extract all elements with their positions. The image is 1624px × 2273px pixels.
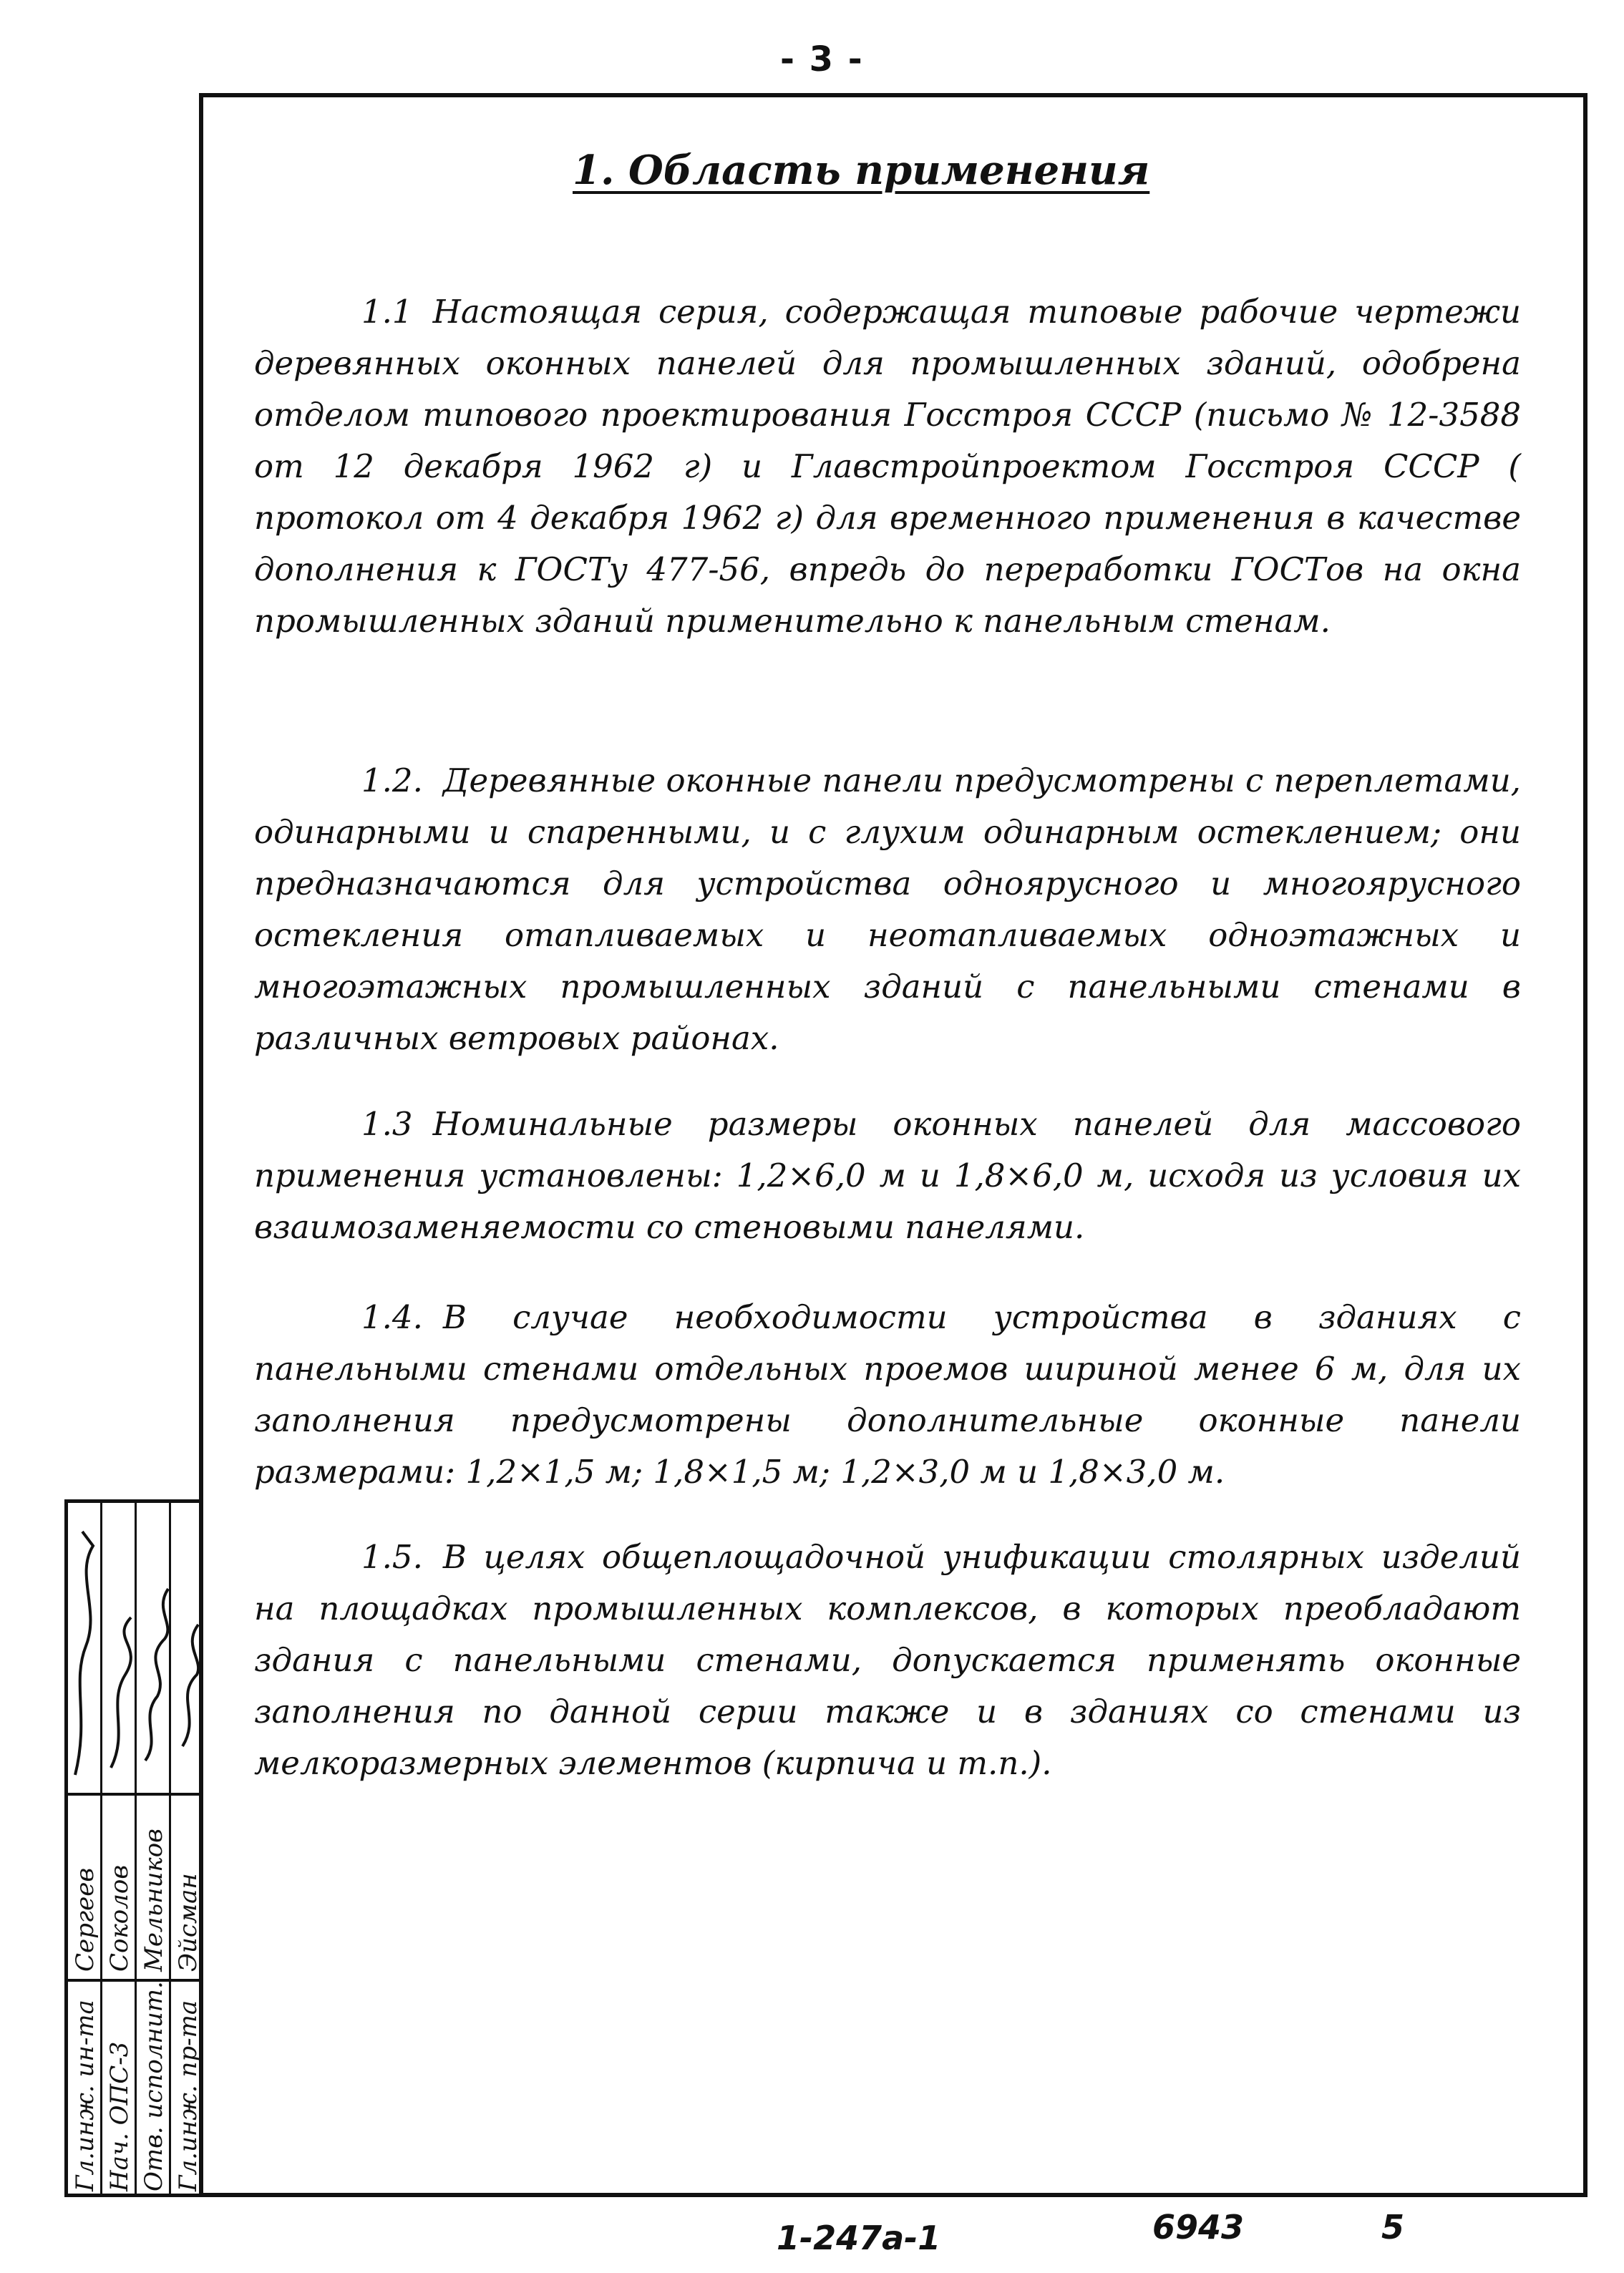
paragraph-number: 1.3 xyxy=(361,1105,413,1143)
paragraph-text: В случае необходимости устройства в зданиях с панельными стенами отдельных проемов шириной менее 6 м, для их заполнения предусмотрены дополнительные оконные панели размерами: 1,2×1,5 м; 1,8×1,5 м; 1,2×3,0 м и 1,8×3,0 м. xyxy=(254,1298,1521,1491)
paragraph-text: Настоящая серия, содержащая типовые рабочие чертежи деревянных оконных панелей для промышленных зданий, одобрена отделом типового проектирования Госстроя СССР (письмо № 12-3588 от 12 декабря 1962 г) и Главстройпроектом Госстроя СССР ( протокол от 4 декабря 1962 г) для временного применения в качестве дополнения к ГОСТу 477-56, впредь до переработки ГОСТов на окна промышленных зданий применительно к панельным стенам. xyxy=(254,293,1521,640)
stamp-name: Соколов xyxy=(105,1864,134,1972)
paragraph-number: 1.1 xyxy=(361,293,413,331)
stamp-name: Сергеев xyxy=(71,1867,99,1972)
page-index: 5 xyxy=(1381,2208,1405,2247)
stamp-position: Отв. исполнит. xyxy=(140,1981,168,2191)
approval-stamp xyxy=(64,1499,203,2197)
paragraph-1-1 xyxy=(254,286,1521,647)
signatures xyxy=(68,1503,204,1789)
paragraph-1-2 xyxy=(254,755,1521,1064)
paragraph-number: 1.2. xyxy=(361,761,423,799)
series-code: 1-247а-1 xyxy=(777,2219,941,2257)
section-title: 1. Область применения xyxy=(573,147,1150,194)
page-number: - 3 - xyxy=(780,39,864,79)
stamp-position: Гл.инж. ин-та xyxy=(71,2000,99,2191)
stamp-position: Гл.инж. пр-та xyxy=(174,2000,203,2191)
paragraph-1-4 xyxy=(254,1292,1521,1498)
paragraph-text: Номинальные размеры оконных панелей для массового применения установлены: 1,2×6,0 м и 1,8×6,0 м, исходя из условия их взаимозаменяемости со стеновыми панелями. xyxy=(254,1105,1521,1246)
paragraph-1-5 xyxy=(254,1532,1521,1789)
paragraph-1-3 xyxy=(254,1099,1521,1253)
sheet-number: 6943 xyxy=(1152,2208,1245,2247)
stamp-position: Нач. ОПС-3 xyxy=(105,2041,134,2191)
stamp-name: Эйсман xyxy=(174,1873,203,1972)
paragraph-number: 1.5. xyxy=(361,1538,423,1576)
paragraph-number: 1.4. xyxy=(361,1298,423,1336)
stamp-name: Мельников xyxy=(140,1829,168,1972)
paragraph-text: Деревянные оконные панели предусмотрены с переплетами, одинарными и спаренными, и с глухим одинарным остеклением; они предназначаются для устройства одноярусного и многоярусного остекления отапливаемых и неотапливаемых одноэтажных и многоэтажных промышленных зданий с панельными стенами в различных ветровых районах. xyxy=(254,761,1521,1057)
paragraph-text: В целях общеплощадочной унификации столярных изделий на площадках промышленных комплексов, в которых преобладают здания с панельными стенами, допускается применять оконные заполнения по данной серии также и в зданиях со стенами из мелкоразмерных элементов (кирпича и т.п.). xyxy=(254,1538,1521,1782)
